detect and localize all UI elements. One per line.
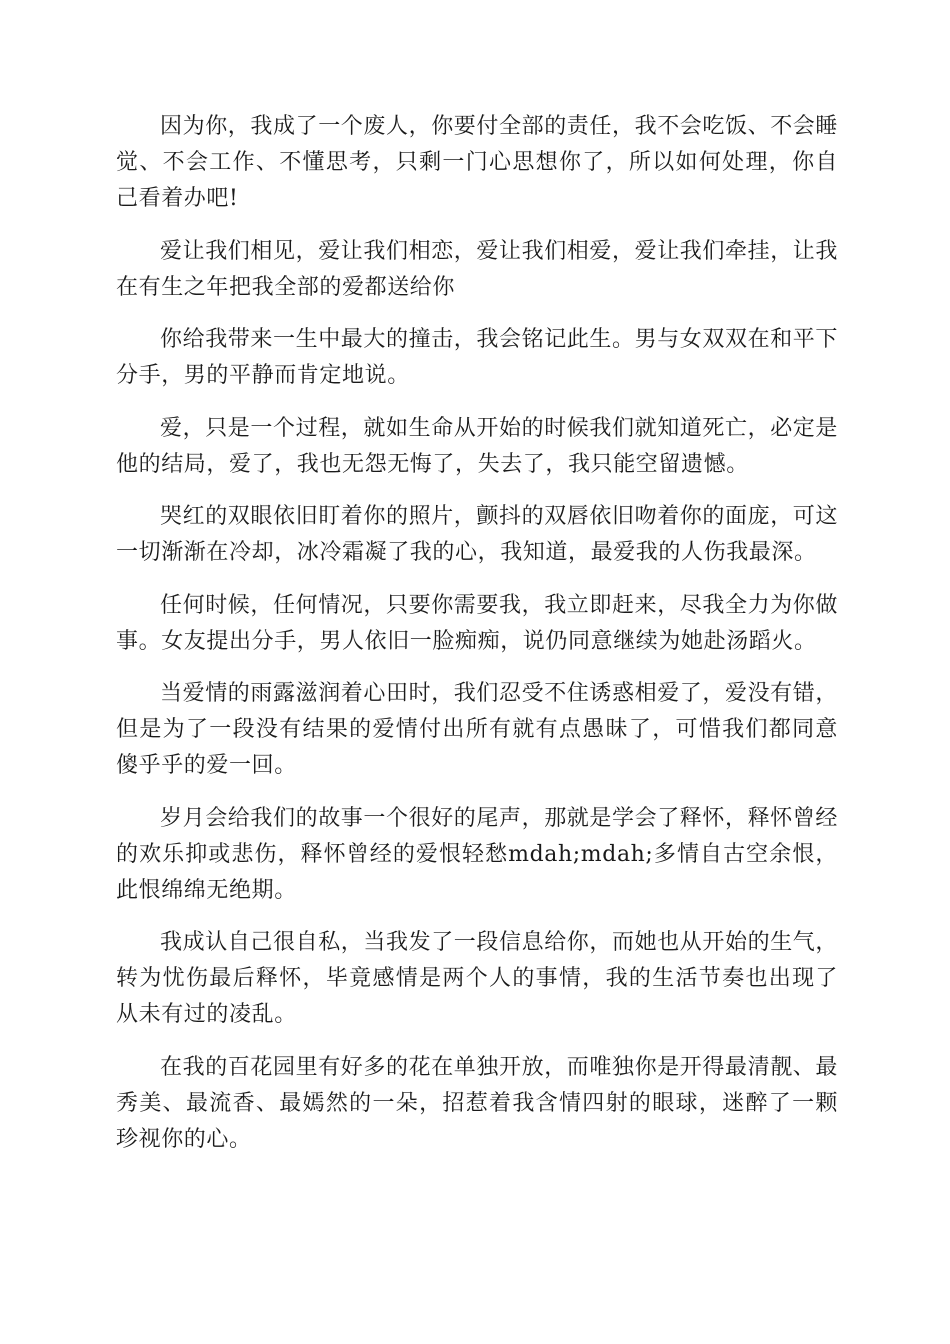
paragraph-6: 任何时候，任何情况，只要你需要我，我立即赶来，尽我全力为你做事。女友提出分手，男人依旧一脸痴痴，说仍同意继续为她赴汤蹈火。 (116, 592, 839, 654)
paragraph-4: 爱，只是一个过程，就如生命从开始的时候我们就知道死亡，必定是他的结局，爱了，我也无怨无悔了，失去了，我只能空留遗憾。 (116, 415, 839, 477)
paragraph-2: 爱让我们相见，爱让我们相恋，爱让我们相爱，爱让我们牵挂，让我在有生之年把我全部的爱都送给你 (116, 238, 839, 300)
paragraph-5: 哭红的双眼依旧盯着你的照片，颤抖的双唇依旧吻着你的面庞，可这一切渐渐在冷却，冰冷霜凝了我的心，我知道，最爱我的人伤我最深。 (116, 504, 839, 565)
paragraph-9: 我成认自己很自私，当我发了一段信息给你，而她也从开始的生气，转为忧伤最后释怀，毕竟感情是两个人的事情，我的生活节奏也出现了从未有过的凌乱。 (116, 930, 839, 1027)
paragraph-1: 因为你，我成了一个废人，你要付全部的责任，我不会吃饭、不会睡觉、不会工作、不懂思考，只剩一门心思想你了，所以如何处理，你自己看着办吧! (116, 114, 839, 211)
paragraph-8: 岁月会给我们的故事一个很好的尾声，那就是学会了释怀，释怀曾经的欢乐抑或悲伤，释怀曾经的爱恨轻愁mdah;mdah;多情自古空余恨，此恨绵绵无绝期。 (116, 805, 839, 903)
document-body (116, 109, 838, 1174)
paragraph-7: 当爱情的雨露滋润着心田时，我们忍受不住诱惑相爱了，爱没有错，但是为了一段没有结果的爱情付出所有就有点愚昧了，可惜我们都同意傻乎乎的爱一回。 (116, 681, 839, 778)
paragraph-3: 你给我带来一生中最大的撞击，我会铭记此生。男与女双双在和平下分手，男的平静而肯定地说。 (116, 327, 839, 388)
paragraph-10: 在我的百花园里有好多的花在单独开放，而唯独你是开得最清靓、最秀美、最流香、最嫣然的一朵，招惹着我含情四射的眼球，迷醉了一颗珍视你的心。 (116, 1054, 839, 1152)
